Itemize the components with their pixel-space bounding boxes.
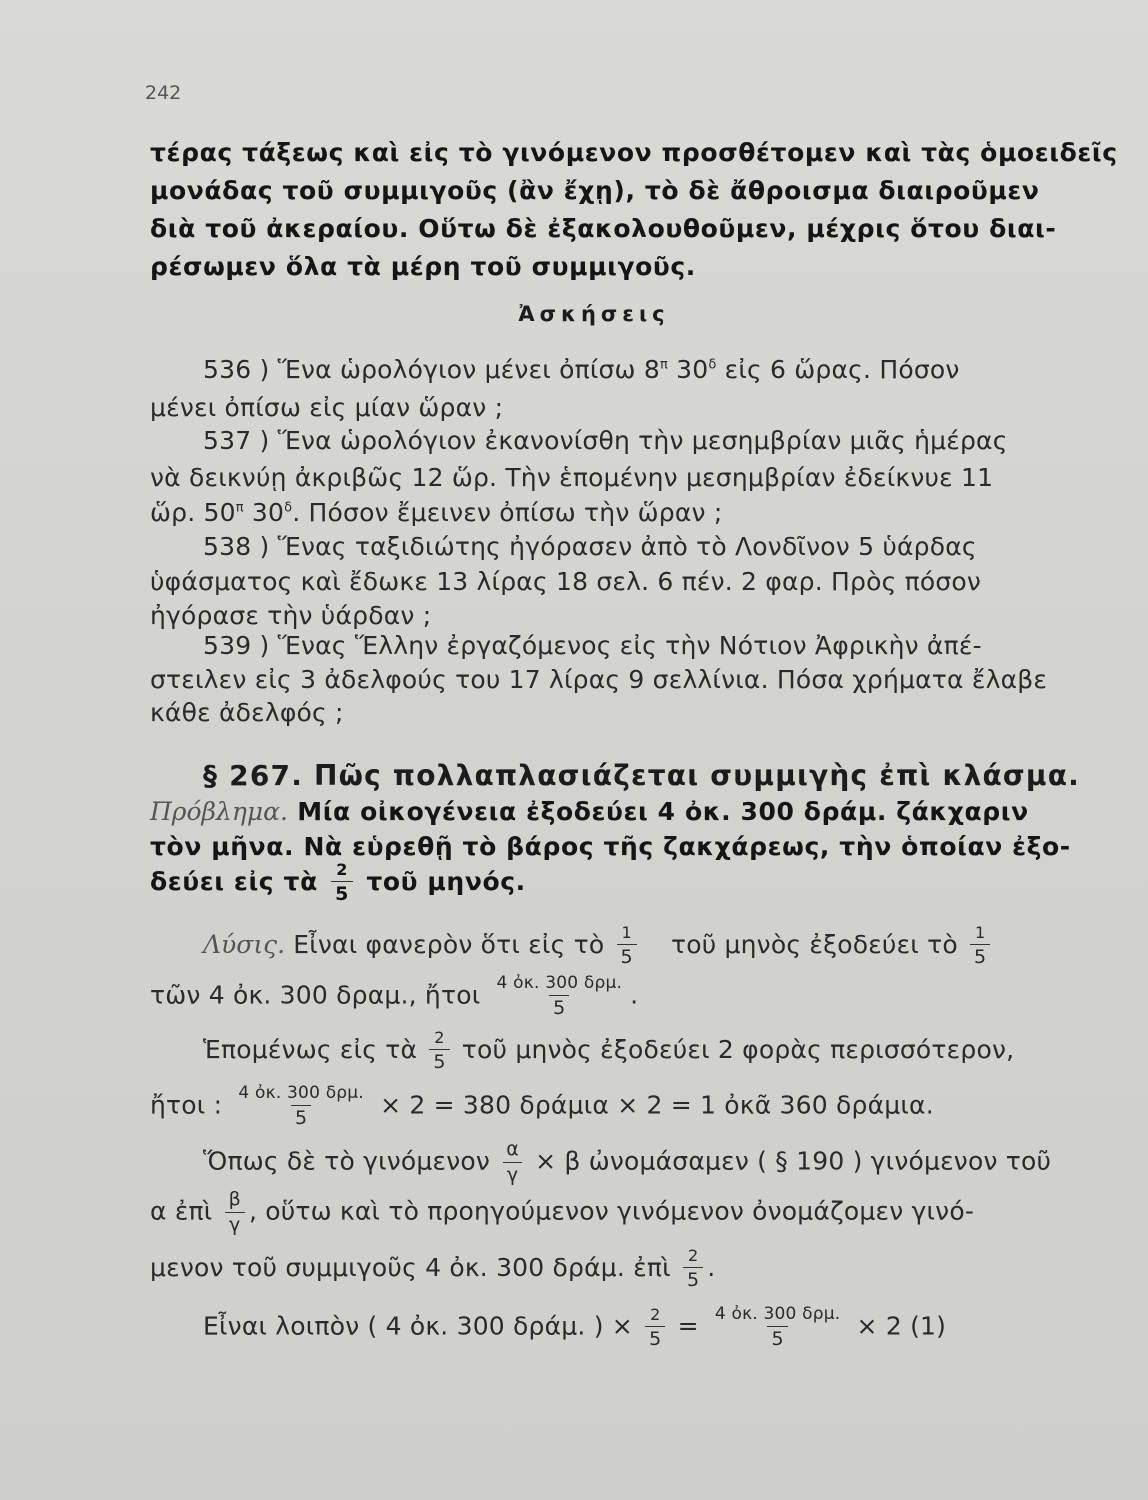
fraction-one-fifth: $\frac{1}{5}$ (970, 925, 990, 967)
intro-line-3: διὰ τοῦ ἀκεραίου. Οὕτω δὲ ἐξακολουθοῦμεν, μέχρις ὅτου διαι- (150, 214, 1057, 243)
problem-line-2: τὸν μῆνα. Νὰ εὑρεθῇ τὸ βάρος τῆς ζακχάρεως, τὴν ὁποίαν ἐξο- (150, 832, 1071, 861)
exercise-539-line-3: κάθε ἀδελφός ; (150, 698, 344, 727)
fraction-one-fifth: $\frac{1}{5}$ (617, 925, 637, 967)
problem-label: Πρόβλημα. (150, 797, 288, 826)
solution-line-5: Ὅπως δὲ τὸ γινόμενον $\frac{\alpha}{\gamma}$ × β ὠνομάσαμεν ( § 190 ) γινόμενον τοῦ (203, 1138, 1052, 1186)
solution-line-1: Λύσις. Εἶναι φανερὸν ὅτι εἰς τὸ $\frac{1}{5}$ τοῦ μηνὸς ἐξοδεύει τὸ $\frac{1}{5}$ (203, 925, 994, 967)
exercise-539-line-2: στειλεν εἰς 3 ἀδελφούς του 17 λίρας 9 σελλίνια. Πόσα χρήματα ἔλαβε (150, 665, 1048, 694)
solution-line-6: α ἐπὶ $\frac{\beta}{\gamma}$ , οὕτω καὶ τὸ προηγούμενον γινόμενον ὀνομάζομεν γινό- (150, 1188, 975, 1236)
fraction-two-fifths: $\frac{2}{5}$ (429, 1030, 449, 1072)
fraction-alpha-over-gamma: $\frac{\alpha}{\gamma}$ (502, 1140, 523, 1185)
intro-line-2: μονάδας τοῦ συμμιγοῦς (ἂν ἔχῃ), τὸ δὲ ἄθροισμα διαιροῦμεν (150, 176, 1040, 205)
fraction-beta-over-gamma: $\frac{\beta}{\gamma}$ (225, 1190, 245, 1235)
exercise-537-line-2: νὰ δεικνύῃ ἀκριβῶς 12 ὥρ. Τὴν ἑπομένην μεσημβρίαν ἐδείκνυε 11 (150, 463, 994, 492)
exercise-539-line-1: 539 ) Ἕνας Ἕλλην ἐργαζόμενος εἰς τὴν Νότιον Ἀφρικὴν ἀπέ- (203, 631, 982, 660)
intro-line-4: ρέσωμεν ὅλα τὰ μέρη τοῦ συμμιγοῦς. (150, 252, 696, 281)
problem-line-3: δεύει εἰς τὰ $\frac{2}{5}$ τοῦ μηνός. (150, 860, 526, 905)
exercise-536-line-2: μένει ὀπίσω εἰς μίαν ὥραν ; (150, 393, 504, 422)
solution-label: Λύσις. (203, 930, 286, 959)
fraction-two-fifths: $\frac{2}{5}$ (645, 1307, 665, 1349)
exercise-537-line-1: 537 ) Ἕνα ὡρολόγιον ἐκανονίσθη τὴν μεσημβρίαν μιᾶς ἡμέρας (203, 426, 1008, 455)
fraction-quantity-over-five: $\frac{\text{4 ὀκ. 300 δρμ.}}{5}$ (714, 1304, 841, 1350)
solution-line-3: Ἑπομένως εἰς τὰ $\frac{2}{5}$ τοῦ μηνὸς ἐξοδεύει 2 φορὰς περισσότερον, (203, 1028, 1015, 1073)
exercise-538-line-3: ἠγόρασε τὴν ὑάρδαν ; (150, 601, 432, 630)
exercise-538-line-2: ὑφάσματος καὶ ἔδωκε 13 λίρας 18 σελ. 6 πέν. 2 φαρ. Πρὸς πόσον (150, 567, 982, 596)
solution-line-8: Εἶναι λοιπὸν ( 4 ὀκ. 300 δράμ. ) × $\frac{2}{5}$ = $\frac{\text{4 ὀκ. 300 δρμ.}}{5}$ × 2 (1) (203, 1304, 947, 1350)
problem-line-1: Πρόβλημα. Μία οἰκογένεια ἐξοδεύει 4 ὀκ. 300 δράμ. ζάκχαριν (150, 797, 1029, 826)
fraction-quantity-over-five: $\frac{\text{4 ὀκ. 300 δρμ.}}{5}$ (496, 973, 623, 1019)
fraction-quantity-over-five: $\frac{\text{4 ὀκ. 300 δρμ.}}{5}$ (238, 1083, 364, 1129)
fraction-two-fifths: $\frac{2}{5}$ (683, 1248, 703, 1290)
exercise-537-line-3: ὥρ. $50^\pi$ $30^\delta$. Πόσον ἔμεινεν ὀπίσω τὴν ὥραν ; (150, 498, 723, 527)
exercises-heading: Ἀσκήσεις (518, 302, 670, 326)
exercise-538-line-1: 538 ) Ἕνας ταξιδιώτης ἠγόρασεν ἀπὸ τὸ Λονδῖνον 5 ὑάρδας (203, 532, 977, 561)
solution-line-4: ἤτοι : $\frac{\text{4 ὀκ. 300 δρμ.}}{5}$ × 2 = 380 δράμια × 2 = 1 ὀκᾶ 360 δράμια. (150, 1083, 934, 1129)
section-title: § 267. Πῶς πολλαπλασιάζεται συμμιγὴς ἐπὶ κλάσμα. (203, 759, 1081, 792)
solution-line-2: τῶν 4 ὀκ. 300 δραμ., ἤτοι $\frac{\text{4 ὀκ. 300 δρμ.}}{5}$ . (150, 973, 639, 1019)
solution-line-7: μενον τοῦ συμμιγοῦς 4 ὀκ. 300 δράμ. ἐπὶ $\frac{2}{5}$ . (150, 1246, 716, 1291)
intro-line-1: τέρας τάξεως καὶ εἰς τὸ γινόμενον προσθέτομεν καὶ τὰς ὁμοειδεῖς (150, 138, 1118, 167)
page-number: 242 (145, 82, 182, 104)
exercise-536-line-1: 536 ) Ἕνα ὡρολόγιον μένει ὀπίσω $8^\pi$ $30^\delta$ εἰς 6 ὥρας. Πόσον (203, 355, 960, 384)
fraction-two-fifths: $\frac{2}{5}$ (331, 862, 353, 904)
